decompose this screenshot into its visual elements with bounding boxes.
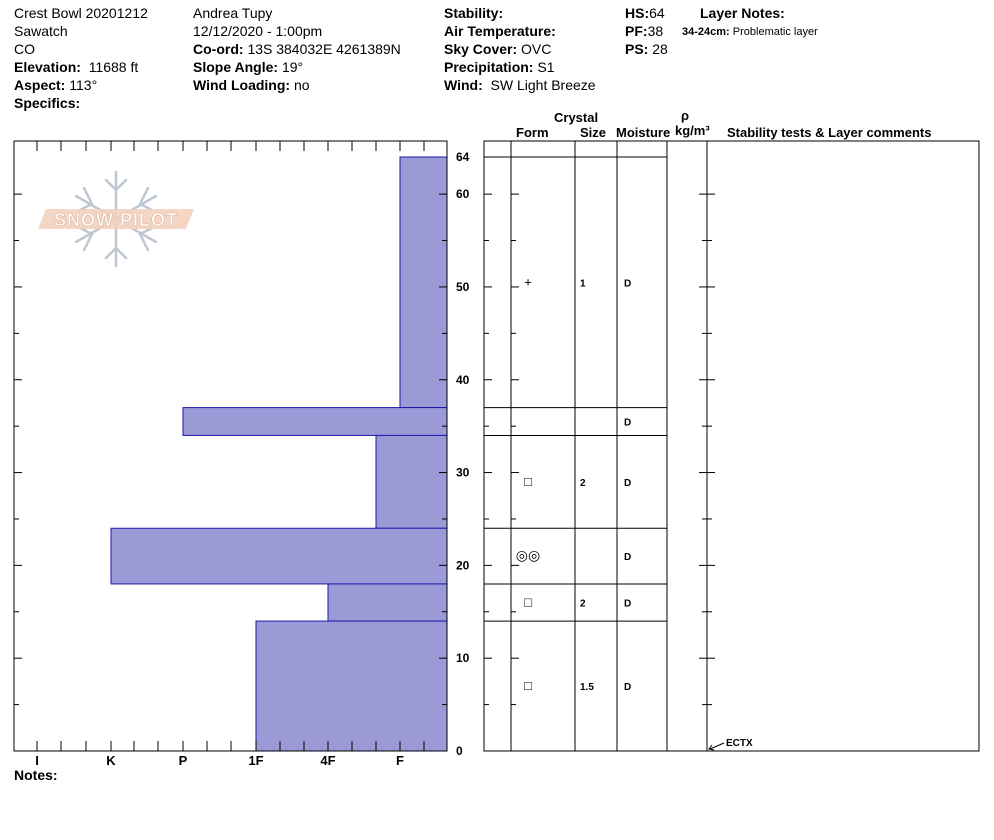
coord-label: Co-ord: xyxy=(193,41,244,57)
sky-label: Sky Cover: xyxy=(444,41,518,57)
hardness-bar xyxy=(183,408,447,436)
hardness-tick-label: 4F xyxy=(320,753,336,768)
hardness-bar xyxy=(256,621,447,751)
layer-grain-form: + xyxy=(524,274,532,290)
coord-value: 13S 384032E 4261389N xyxy=(247,41,401,57)
ps-value: 28 xyxy=(652,41,668,57)
hardness-bars xyxy=(111,157,447,751)
precip-label: Precipitation: xyxy=(444,59,534,75)
hardness-tick-label: K xyxy=(106,753,116,768)
pf-value: 38 xyxy=(647,23,664,39)
layer-grain-size: 2 xyxy=(580,598,586,610)
depth-tick-label: 10 xyxy=(456,651,470,666)
range-name: Sawatch xyxy=(14,23,68,39)
layer-note-text: Problematic layer xyxy=(732,26,818,38)
layer-grain-size: 2 xyxy=(580,477,586,489)
specifics-label: Specifics: xyxy=(14,95,81,111)
test-arrow-line xyxy=(710,743,724,749)
slope-label: Slope Angle: xyxy=(193,59,279,75)
wind-label: Wind: xyxy=(444,77,483,93)
crystal-column-header: Crystal xyxy=(554,110,599,125)
snow-pilot-logo xyxy=(38,172,194,266)
layer-grain-form: □ xyxy=(524,594,532,610)
depth-tick-label: 0 xyxy=(456,744,463,758)
layer-table-frame xyxy=(484,141,979,751)
observer-name: Andrea Tupy xyxy=(193,5,273,21)
layer-grain-form: □ xyxy=(524,473,532,489)
layer-table xyxy=(484,157,753,750)
form-column-header: Form xyxy=(516,125,549,140)
hardness-tick-label: F xyxy=(396,753,404,768)
layer-moisture: D xyxy=(624,682,632,694)
pf-label: PF: xyxy=(625,23,648,39)
moisture-column-header: Moisture xyxy=(616,125,671,140)
sky-value: OVC xyxy=(521,41,552,57)
logo-text: SNOW PILOT xyxy=(54,210,178,230)
hardness-bar xyxy=(328,584,447,621)
hardness-tick-label: 1F xyxy=(248,753,264,768)
notes-label: Notes: xyxy=(14,767,58,783)
chart-frames xyxy=(14,141,979,751)
hardness-tick-label: I xyxy=(35,753,39,768)
stability-test-label: ECTX xyxy=(726,738,753,749)
hs-value: 64 xyxy=(649,5,665,21)
layer-grain-size: 1 xyxy=(580,278,586,290)
depth-tick-label: 40 xyxy=(456,372,470,387)
hs-label: HS: xyxy=(625,5,650,21)
air-temp-label: Air Temperature: xyxy=(444,23,556,39)
depth-tick-label: 64 xyxy=(456,150,470,164)
depth-tick-label: 30 xyxy=(456,465,470,480)
layer-moisture: D xyxy=(624,598,632,610)
slope-value: 19° xyxy=(281,59,304,75)
state-name: CO xyxy=(14,41,35,57)
layer-moisture: D xyxy=(624,552,632,564)
hardness-bar xyxy=(376,435,447,528)
density-unit-header: kg/m³ xyxy=(675,123,710,138)
layer-moisture: D xyxy=(624,278,632,290)
aspect-value: 113° xyxy=(69,77,98,93)
location-name: Crest Bowl 20201212 xyxy=(14,5,148,21)
elevation-value: 11688 ft xyxy=(88,59,139,75)
layer-moisture: D xyxy=(624,417,632,429)
layer-moisture: D xyxy=(624,477,632,489)
hardness-bar xyxy=(111,528,447,584)
notes xyxy=(14,766,58,784)
rho-column-header: ρ xyxy=(681,108,690,123)
depth-tick-label: 60 xyxy=(456,187,470,202)
depth-tick-label: 20 xyxy=(456,558,470,573)
wind-value: SW Light Breeze xyxy=(490,77,596,93)
elevation-label: Elevation: xyxy=(14,59,81,75)
aspect-label: Aspect: xyxy=(14,77,66,93)
layer-grain-size: 1.5 xyxy=(580,682,594,694)
depth-tick-label: 50 xyxy=(456,279,470,294)
layer-grain-form: ◎◎ xyxy=(515,547,541,564)
wind-loading-value: no xyxy=(293,77,310,93)
layer-notes-label: Layer Notes: xyxy=(700,5,785,21)
comments-column-header: Stability tests & Layer comments xyxy=(727,125,932,140)
wind-loading-label: Wind Loading: xyxy=(193,77,291,93)
ps-label: PS: xyxy=(625,41,649,57)
size-column-header: Size xyxy=(580,125,607,140)
layer-grain-form: □ xyxy=(524,678,532,694)
observation-datetime: 12/12/2020 - 1:00pm xyxy=(193,23,323,39)
precip-value: S1 xyxy=(537,59,555,75)
hardness-tick-label: P xyxy=(178,753,188,768)
stability-label: Stability: xyxy=(444,5,504,21)
layer-note-range: 34-24cm: xyxy=(682,26,730,38)
